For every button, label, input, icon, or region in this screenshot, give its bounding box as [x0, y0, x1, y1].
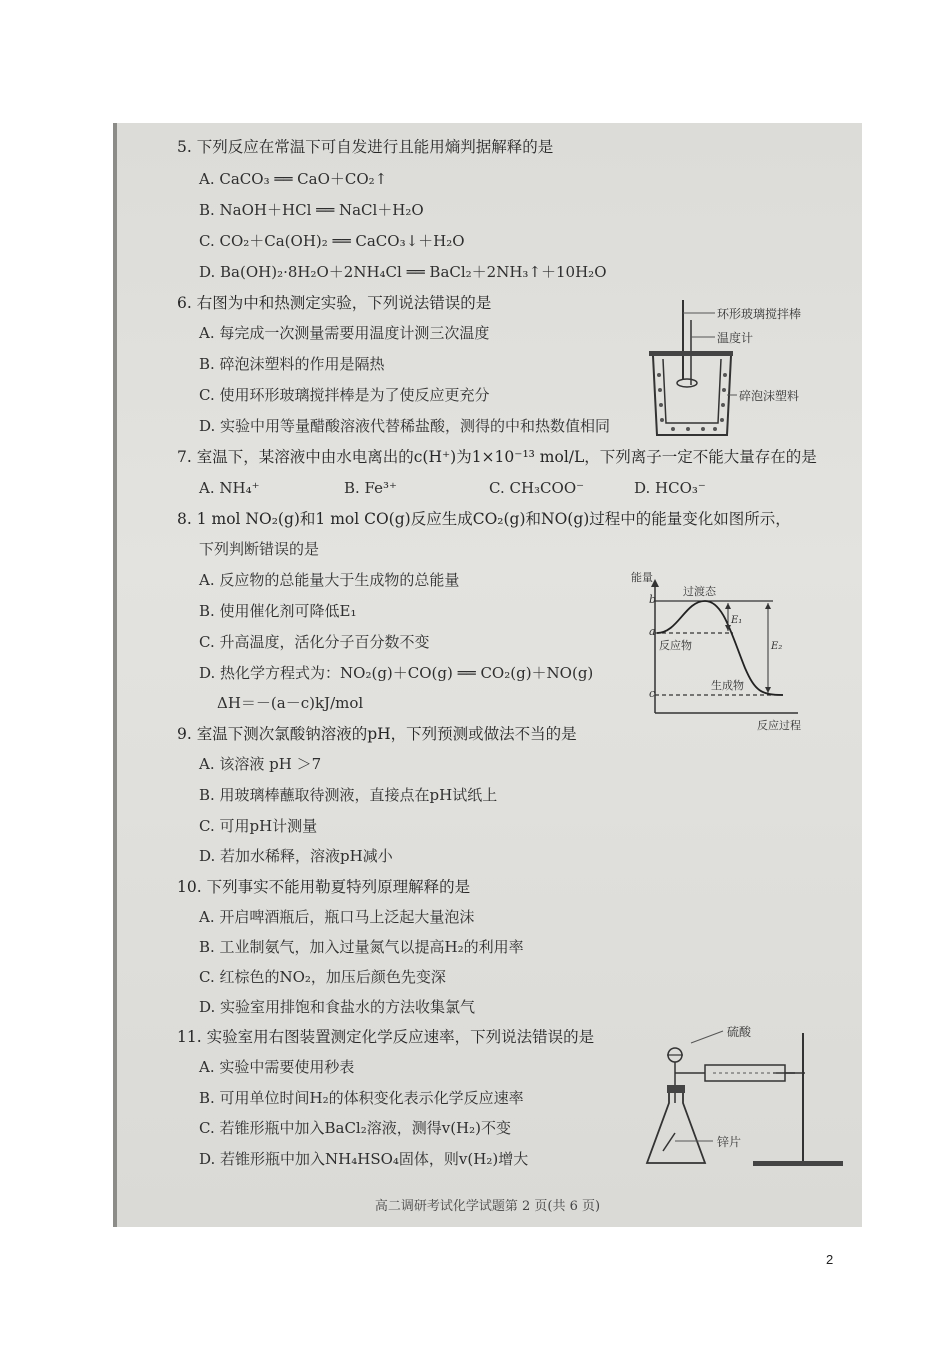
energy-diagram-e2: E₂ — [771, 641, 783, 652]
exam-page-photo — [113, 123, 862, 1227]
question-7-option-b: B. Fe³⁺ — [344, 479, 397, 497]
energy-diagram-e1: E₁ — [731, 615, 743, 626]
energy-diagram-ylabel: 能量 — [631, 571, 653, 584]
question-7-option-d: D. HCO₃⁻ — [634, 479, 706, 497]
question-8-option-d-continued: ΔH＝－(a－c)kJ/mol — [217, 694, 364, 712]
question-9-option-a: A. 该溶液 pH ＞7 — [199, 755, 322, 773]
question-8-stem: 8. 1 mol NO₂(g)和1 mol CO(g)反应生成CO₂(g)和NO(g)过程中的能量变化如图所示， — [177, 510, 791, 528]
question-8-stem-continued: 下列判断错误的是 — [199, 540, 320, 558]
question-10-option-d: D. 实验室用排饱和食盐水的方法收集氯气 — [199, 998, 476, 1016]
question-11-stem: 11. 实验室用右图装置测定化学反应速率，下列说法错误的是 — [177, 1028, 595, 1046]
energy-level-b: b — [649, 593, 657, 606]
exam-page-footer: 高二调研考试化学试题第 2 页(共 6 页) — [374, 1199, 601, 1214]
question-5-stem: 5. 下列反应在常温下可自发进行且能用熵判据解释的是 — [177, 138, 554, 156]
question-9-option-b: B. 用玻璃棒蘸取待测液，直接点在pH试纸上 — [199, 786, 498, 804]
apparatus-label-acid: 硫酸 — [727, 1025, 752, 1039]
question-7-options — [199, 478, 779, 498]
question-11-option-a: A. 实验中需要使用秒表 — [199, 1058, 355, 1076]
energy-diagram-products: 生成物 — [711, 679, 744, 692]
page-number: 2 — [826, 1252, 834, 1267]
question-7-option-a: A. NH₄⁺ — [199, 479, 260, 497]
question-10-stem: 10. 下列事实不能用勒夏特列原理解释的是 — [177, 878, 471, 896]
energy-diagram-transition-state: 过渡态 — [683, 585, 716, 598]
question-6-option-d: D. 实验中用等量醋酸溶液代替稀盐酸，测得的中和热数值相同 — [199, 417, 611, 435]
calorimeter-label-stirrer: 环形玻璃搅拌棒 — [717, 307, 802, 321]
question-5-option-c: C. CO₂＋Ca(OH)₂ ══ CaCO₃↓＋H₂O — [199, 232, 465, 250]
question-5-option-d: D. Ba(OH)₂·8H₂O＋2NH₄Cl ══ BaCl₂＋2NH₃↑＋10H₂O — [199, 263, 607, 281]
question-9-stem: 9. 室温下测次氯酸钠溶液的pH，下列预测或做法不当的是 — [177, 725, 577, 743]
energy-diagram-reactants: 反应物 — [659, 639, 692, 652]
question-8-option-d: D. 热化学方程式为：NO₂(g)＋CO(g) ══ CO₂(g)＋NO(g) — [199, 664, 594, 682]
energy-diagram-xlabel: 反应过程 — [757, 719, 801, 732]
question-8-option-a: A. 反应物的总能量大于生成物的总能量 — [199, 571, 460, 589]
question-6-option-b: B. 碎泡沫塑料的作用是隔热 — [199, 355, 385, 373]
question-6-option-c: C. 使用环形玻璃搅拌棒是为了使反应更充分 — [199, 386, 490, 404]
question-5-option-a: A. CaCO₃ ══ CaO＋CO₂↑ — [199, 170, 388, 188]
question-6-stem: 6. 右图为中和热测定实验，下列说法错误的是 — [177, 294, 492, 312]
calorimeter-label-thermometer: 温度计 — [717, 331, 754, 345]
question-8-option-b: B. 使用催化剂可降低E₁ — [199, 602, 357, 620]
energy-level-a: a — [649, 625, 656, 638]
question-9-option-c: C. 可用pH计测量 — [199, 817, 318, 835]
question-11-option-b: B. 可用单位时间H₂的体积变化表示化学反应速率 — [199, 1089, 524, 1107]
calorimeter-label-foam: 碎泡沫塑料 — [739, 389, 800, 403]
question-5-option-b: B. NaOH＋HCl ══ NaCl＋H₂O — [199, 201, 424, 219]
question-10-option-b: B. 工业制氨气，加入过量氮气以提高H₂的利用率 — [199, 938, 524, 956]
question-10-option-a: A. 开启啤酒瓶后，瓶口马上泛起大量泡沫 — [199, 908, 475, 926]
energy-level-c: c — [649, 687, 656, 700]
question-9-option-d: D. 若加水稀释，溶液pH减小 — [199, 847, 393, 865]
question-8-option-c: C. 升高温度，活化分子百分数不变 — [199, 633, 430, 651]
question-7-option-c: C. CH₃COO⁻ — [489, 479, 585, 497]
question-7-stem: 7. 室温下，某溶液中由水电离出的c(H⁺)为1×10⁻¹³ mol/L，下列离子一定不能大量存在的是 — [177, 448, 817, 466]
question-11-option-c: C. 若锥形瓶中加入BaCl₂溶液，测得v(H₂)不变 — [199, 1119, 512, 1137]
question-11-option-d: D. 若锥形瓶中加入NH₄HSO₄固体，则v(H₂)增大 — [199, 1150, 529, 1168]
apparatus-label-zinc: 锌片 — [717, 1135, 742, 1149]
reaction-rate-apparatus — [643, 1023, 853, 1173]
question-6-option-a: A. 每完成一次测量需要用温度计测三次温度 — [199, 324, 490, 342]
question-10-option-c: C. 红棕色的NO₂，加压后颜色先变深 — [199, 968, 446, 986]
